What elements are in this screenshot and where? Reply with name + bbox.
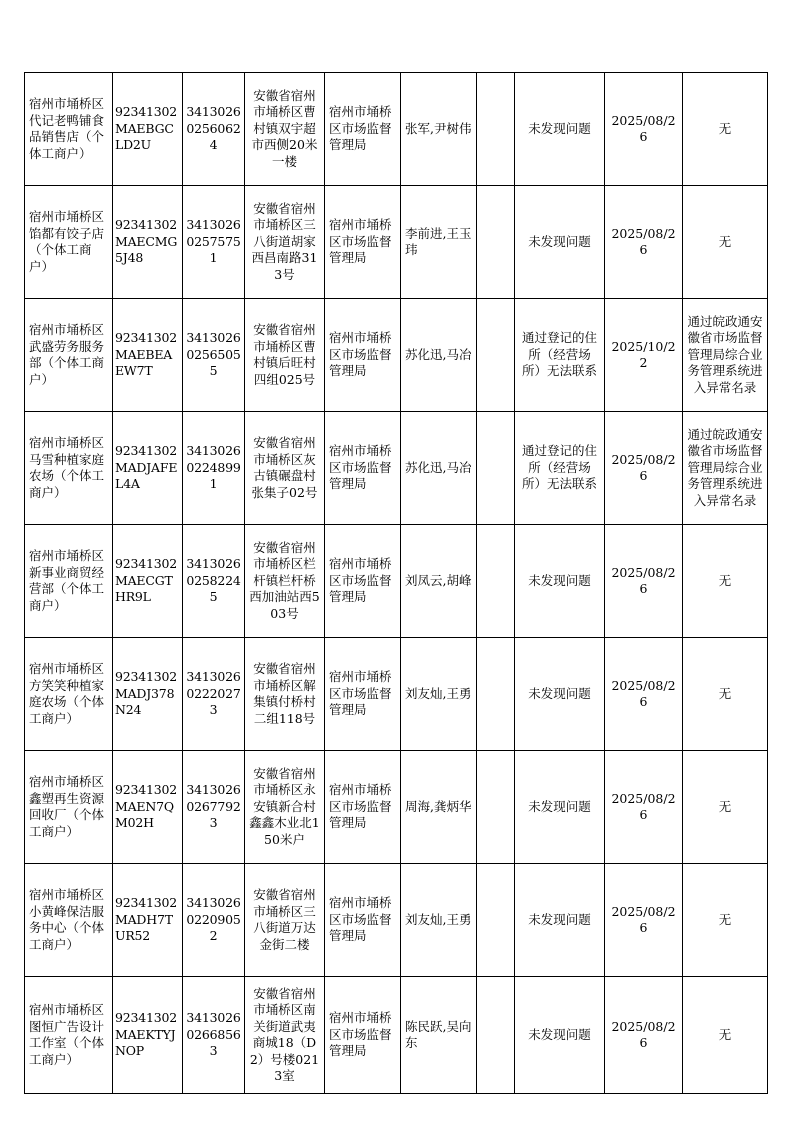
inspectors-cell: 苏化迅,马冶: [401, 299, 477, 412]
entity-name-cell: 宿州市埇桥区鑫塑再生资源回收厂（个体工商户）: [25, 751, 113, 864]
credit-code-cell: 92341302MAECMG5J48: [113, 186, 183, 299]
blank-cell: [477, 186, 515, 299]
result-cell: 未发现问题: [515, 186, 605, 299]
date-cell: 2025/08/26: [605, 638, 683, 751]
registration-number-cell: 341302602582245: [183, 525, 245, 638]
registration-number-cell: 341302602209052: [183, 864, 245, 977]
entity-name-cell: 宿州市埇桥区馅都有饺子店（个体工商户）: [25, 186, 113, 299]
inspection-results-table: [24, 72, 768, 1094]
result-cell: 通过登记的住所（经营场所）无法联系: [515, 412, 605, 525]
credit-code-cell: 92341302MAEBGCLD2U: [113, 73, 183, 186]
blank-cell: [477, 525, 515, 638]
action-cell: 通过皖政通安徽省市场监督管理局综合业务管理系统进入异常名录: [683, 412, 768, 525]
result-cell: 未发现问题: [515, 638, 605, 751]
result-cell: 未发现问题: [515, 525, 605, 638]
inspectors-cell: 李前进,王玉玮: [401, 186, 477, 299]
credit-code-cell: 92341302MADH7TUR52: [113, 864, 183, 977]
table-row: [25, 638, 768, 751]
table-row: [25, 864, 768, 977]
entity-name-cell: 宿州市埇桥区代记老鸭铺食品销售店（个体工商户）: [25, 73, 113, 186]
result-cell: 通过登记的住所（经营场所）无法联系: [515, 299, 605, 412]
action-cell: 无: [683, 864, 768, 977]
entity-name-cell: 宿州市埇桥区图恒广告设计工作室（个体工商户）: [25, 977, 113, 1094]
credit-code-cell: 92341302MADJAFEL4A: [113, 412, 183, 525]
date-cell: 2025/10/22: [605, 299, 683, 412]
date-cell: 2025/08/26: [605, 186, 683, 299]
blank-cell: [477, 412, 515, 525]
authority-cell: 宿州市埇桥区市场监督管理局: [325, 525, 401, 638]
action-cell: 通过皖政通安徽省市场监督管理局综合业务管理系统进入异常名录: [683, 299, 768, 412]
registration-number-cell: 341302602248991: [183, 412, 245, 525]
credit-code-cell: 92341302MAECGTHR9L: [113, 525, 183, 638]
table-row: [25, 977, 768, 1094]
address-cell: 安徽省宿州市埇桥区三八街道胡家西昌南路313号: [245, 186, 325, 299]
inspectors-cell: 刘友灿,王勇: [401, 638, 477, 751]
date-cell: 2025/08/26: [605, 73, 683, 186]
blank-cell: [477, 638, 515, 751]
registration-number-cell: 341302602565055: [183, 299, 245, 412]
table-row: [25, 412, 768, 525]
result-cell: 未发现问题: [515, 73, 605, 186]
action-cell: 无: [683, 525, 768, 638]
date-cell: 2025/08/26: [605, 751, 683, 864]
result-cell: 未发现问题: [515, 751, 605, 864]
authority-cell: 宿州市埇桥区市场监督管理局: [325, 186, 401, 299]
address-cell: 安徽省宿州市埇桥区永安镇新合村鑫鑫木业北150米户: [245, 751, 325, 864]
blank-cell: [477, 977, 515, 1094]
address-cell: 安徽省宿州市埇桥区南关街道武夷商城18（D2）号楼0213室: [245, 977, 325, 1094]
entity-name-cell: 宿州市埇桥区马雪种植家庭农场（个体工商户）: [25, 412, 113, 525]
registration-number-cell: 341302602668563: [183, 977, 245, 1094]
blank-cell: [477, 73, 515, 186]
address-cell: 安徽省宿州市埇桥区解集镇付桥村二组118号: [245, 638, 325, 751]
registration-number-cell: 341302602677923: [183, 751, 245, 864]
authority-cell: 宿州市埇桥区市场监督管理局: [325, 864, 401, 977]
inspectors-cell: 苏化迅,马冶: [401, 412, 477, 525]
blank-cell: [477, 864, 515, 977]
credit-code-cell: 92341302MAEKTYJNOP: [113, 977, 183, 1094]
address-cell: 安徽省宿州市埇桥区曹村镇后旺村四组025号: [245, 299, 325, 412]
inspectors-cell: 陈民跃,吴向东: [401, 977, 477, 1094]
blank-cell: [477, 751, 515, 864]
date-cell: 2025/08/26: [605, 525, 683, 638]
address-cell: 安徽省宿州市埇桥区曹村镇双宇超市西侧20米一楼: [245, 73, 325, 186]
authority-cell: 宿州市埇桥区市场监督管理局: [325, 638, 401, 751]
date-cell: 2025/08/26: [605, 977, 683, 1094]
table-row: [25, 186, 768, 299]
address-cell: 安徽省宿州市埇桥区栏杆镇栏杆桥西加油站西503号: [245, 525, 325, 638]
inspectors-cell: 周海,龚炳华: [401, 751, 477, 864]
credit-code-cell: 92341302MAEBEAEW7T: [113, 299, 183, 412]
table-row: [25, 525, 768, 638]
credit-code-cell: 92341302MADJ378N24: [113, 638, 183, 751]
action-cell: 无: [683, 73, 768, 186]
inspectors-cell: 刘凤云,胡峰: [401, 525, 477, 638]
table-row: [25, 299, 768, 412]
action-cell: 无: [683, 186, 768, 299]
inspectors-cell: 张军,尹树伟: [401, 73, 477, 186]
action-cell: 无: [683, 977, 768, 1094]
blank-cell: [477, 299, 515, 412]
entity-name-cell: 宿州市埇桥区武盛劳务服务部（个体工商户）: [25, 299, 113, 412]
action-cell: 无: [683, 751, 768, 864]
authority-cell: 宿州市埇桥区市场监督管理局: [325, 73, 401, 186]
inspectors-cell: 刘友灿,王勇: [401, 864, 477, 977]
registration-number-cell: 341302602220273: [183, 638, 245, 751]
date-cell: 2025/08/26: [605, 864, 683, 977]
table-row: [25, 73, 768, 186]
result-cell: 未发现问题: [515, 864, 605, 977]
table-row: [25, 751, 768, 864]
authority-cell: 宿州市埇桥区市场监督管理局: [325, 412, 401, 525]
entity-name-cell: 宿州市埇桥区新事业商贸经营部（个体工商户）: [25, 525, 113, 638]
table-body: [25, 73, 768, 1094]
authority-cell: 宿州市埇桥区市场监督管理局: [325, 299, 401, 412]
address-cell: 安徽省宿州市埇桥区灰古镇碾盘村张集子02号: [245, 412, 325, 525]
authority-cell: 宿州市埇桥区市场监督管理局: [325, 751, 401, 864]
result-cell: 未发现问题: [515, 977, 605, 1094]
date-cell: 2025/08/26: [605, 412, 683, 525]
registration-number-cell: 341302602575751: [183, 186, 245, 299]
registration-number-cell: 341302602560624: [183, 73, 245, 186]
credit-code-cell: 92341302MAEN7QM02H: [113, 751, 183, 864]
address-cell: 安徽省宿州市埇桥区三八街道万达金街二楼: [245, 864, 325, 977]
authority-cell: 宿州市埇桥区市场监督管理局: [325, 977, 401, 1094]
action-cell: 无: [683, 638, 768, 751]
entity-name-cell: 宿州市埇桥区方笑笑种植家庭农场（个体工商户）: [25, 638, 113, 751]
entity-name-cell: 宿州市埇桥区小黄峰保洁服务中心（个体工商户）: [25, 864, 113, 977]
